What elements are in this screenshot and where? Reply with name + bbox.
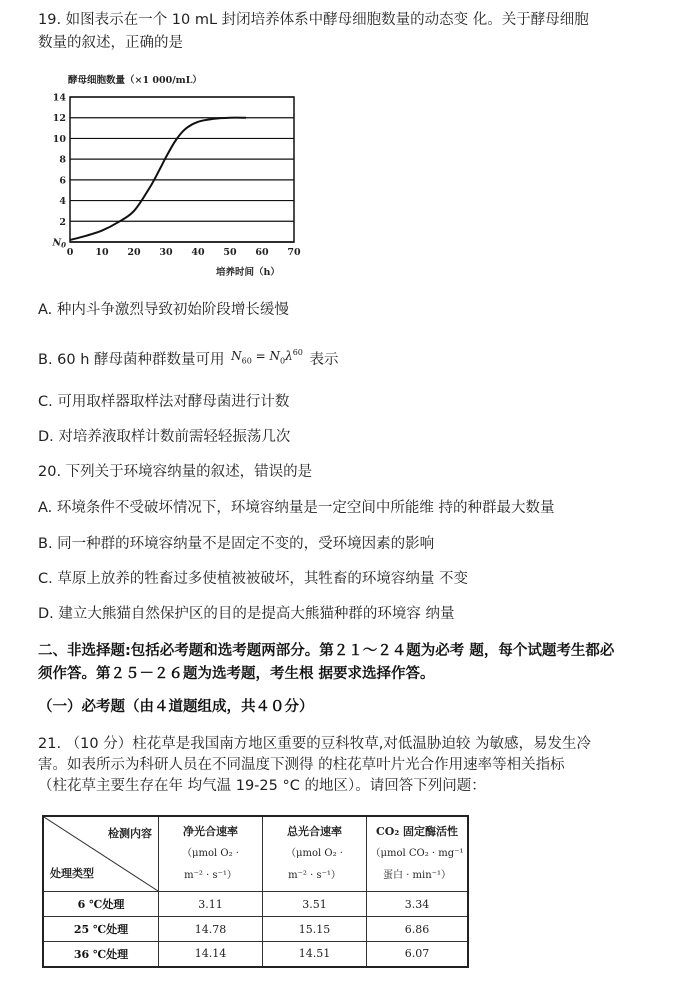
table-cell: 3.34 xyxy=(367,892,469,917)
q19-option-a: A. 种内斗争激烈导致初始阶段增长缓慢 xyxy=(38,302,289,318)
x-tick-label: 20 xyxy=(127,247,141,258)
y-tick-label: 12 xyxy=(52,113,66,125)
q21-line1: 21. （10 分）柱花草是我国南方地区重要的豆科牧草,对低温胁迫较 为敏感，易发生冷 xyxy=(38,736,591,752)
y-tick-label: 10 xyxy=(52,133,66,145)
row-label: 36 ℃处理 xyxy=(43,942,159,967)
table-cell: 6.07 xyxy=(367,942,469,967)
section2-line1: 二、非选择题:包括必考题和选考题两部分。第２１～２４题为必考 题，每个试题考生都必 xyxy=(38,643,615,659)
plot-frame xyxy=(70,97,294,242)
x-tick-label: 60 xyxy=(255,247,269,258)
y-tick-label: 14 xyxy=(52,92,66,104)
table-row xyxy=(43,917,468,942)
q20-stem: 20. 下列关于环境容纳量的叙述，错误的是 xyxy=(38,464,313,480)
row-label: 6 ℃处理 xyxy=(43,892,159,917)
table-cell: 14.78 xyxy=(159,917,263,942)
q19-stem-line1: 19. 如图表示在一个 10 mL 封闭培养体系中酵母细胞数量的动态变 化。关于酵母细胞 xyxy=(38,12,589,28)
q20-option-d: D. 建立大熊猫自然保护区的目的是提高大熊猫种群的环境容 纳量 xyxy=(38,606,455,622)
q19-stem-line2: 数量的叙述，正确的是 xyxy=(38,35,183,51)
y-tick-label: 6 xyxy=(59,175,66,187)
chart-y-ticks xyxy=(51,93,66,250)
table-cell: 3.51 xyxy=(263,892,367,917)
y-tick-label: 4 xyxy=(59,196,66,208)
chart-x-axis-label: 培养时间（h） xyxy=(216,267,280,278)
table-header: CO₂ 固定酶活性 （μmol CO₂ · mg⁻¹ 蛋白 · min⁻¹） xyxy=(367,816,469,892)
q20-option-c: C. 草原上放养的牲畜过多使植被被破坏，其牲畜的环境容纳量 不变 xyxy=(38,571,468,587)
table-cell: 14.51 xyxy=(263,942,367,967)
growth-curve-chart xyxy=(28,70,318,285)
q20-option-b: B. 同一种群的环境容纳量不是固定不变的，受环境因素的影响 xyxy=(38,536,435,552)
y-tick-label: 8 xyxy=(59,154,66,166)
q20-option-a: A. 环境条件不受破坏情况下，环境容纳量是一定空间中所能维 持的种群最大数量 xyxy=(38,500,555,516)
section2-line2: 须作答。第２５－２６题为选考题，考生根 据要求选择作答。 xyxy=(38,666,435,682)
photosynthesis-table xyxy=(42,815,469,968)
section2-sub: （一）必考题（由４道题组成，共４０分） xyxy=(38,699,314,715)
x-tick-label: 0 xyxy=(66,247,74,258)
chart-x-ticks xyxy=(67,247,301,258)
table-cell: 15.15 xyxy=(263,917,367,942)
chart-y-axis-label: 酵母细胞数量（×1 000/mL） xyxy=(68,75,202,86)
table-cell: 6.86 xyxy=(367,917,469,942)
x-tick-label: 50 xyxy=(223,247,237,258)
x-tick-label: 10 xyxy=(95,247,109,258)
corner-top: 检测内容 xyxy=(108,827,152,840)
table-corner xyxy=(43,816,159,892)
q19-option-b-suffix: 表示 xyxy=(309,352,339,368)
y-tick-label: $N_0$ xyxy=(52,237,66,250)
q19-option-d: D. 对培养液取样计数前需轻轻振荡几次 xyxy=(38,429,291,445)
x-tick-label: 40 xyxy=(191,247,205,258)
chart-grid xyxy=(70,97,294,242)
x-tick-label: 30 xyxy=(159,247,173,258)
table-cell: 14.14 xyxy=(159,942,263,967)
formula: N60 = N0λ60 xyxy=(231,348,303,366)
row-label: 25 ℃处理 xyxy=(43,917,159,942)
x-tick-label: 70 xyxy=(287,247,301,258)
q19-option-c: C. 可用取样器取样法对酵母菌进行计数 xyxy=(38,394,290,410)
table-header: 总光合速率 （μmol O₂ · m⁻² · s⁻¹） xyxy=(263,816,367,892)
corner-bottom: 处理类型 xyxy=(50,867,94,880)
q19-option-b xyxy=(38,343,339,371)
q19-option-b-prefix: B. 60 h 酵母菌种群数量可用 xyxy=(38,352,225,368)
table-header: 净光合速率 （μmol O₂ · m⁻² · s⁻¹） xyxy=(159,816,263,892)
table-cell: 3.11 xyxy=(159,892,263,917)
y-tick-label: 2 xyxy=(59,216,66,228)
table-row xyxy=(43,942,468,967)
q21-line2: 害。如表所示为科研人员在不同温度下测得 的柱花草叶片光合作用速率等相关指标 xyxy=(38,757,565,773)
q21-line3: （柱花草主要生存在年 均气温 19-25 °C 的地区）。请回答下列问题： xyxy=(38,778,486,794)
table-row xyxy=(43,892,468,917)
